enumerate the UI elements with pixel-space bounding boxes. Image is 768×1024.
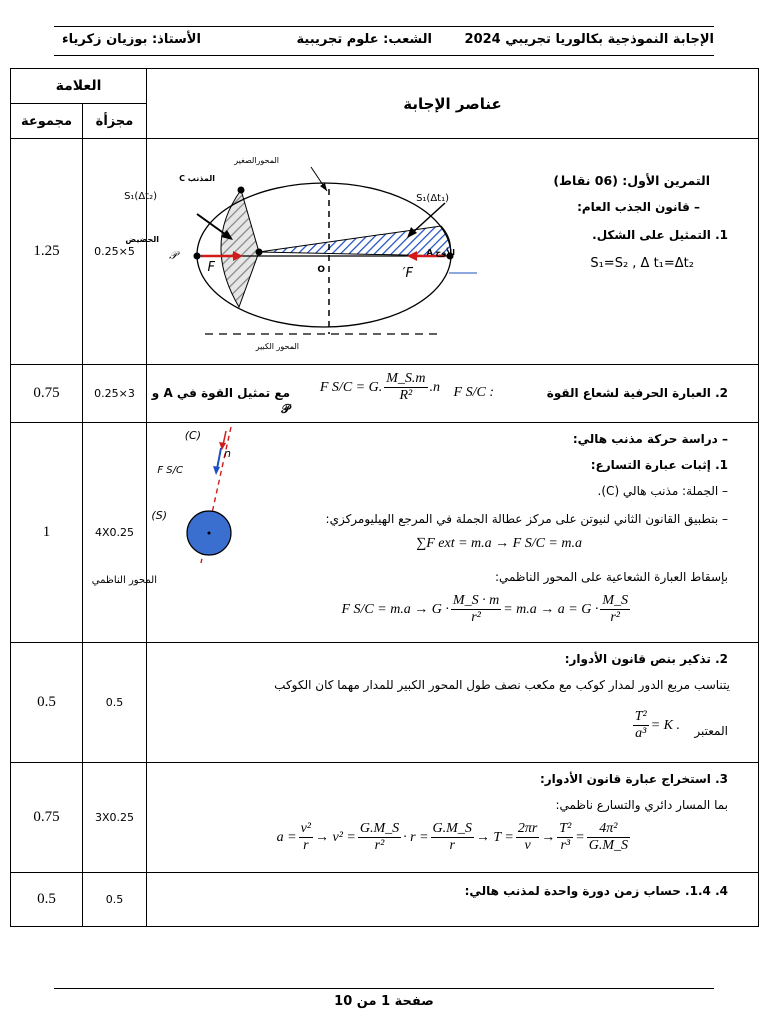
area-dt1 [259,226,451,256]
total-header: مجموعة [11,104,83,139]
circular-path-note: بما المسار دائري والتسارع ناظمي: [555,798,728,812]
point-perihelion [194,253,201,260]
row6-content [147,873,759,927]
table-row [11,873,759,927]
kepler-law-text: يتناسب مربع الدور لمدار كوكب مع مكعب نصف طول المحور الكبير للمدار مهما كان الكوكب [274,678,730,692]
table-row [11,763,759,873]
row5-content [147,763,759,873]
row4-total: 0.5 [11,643,83,763]
q2-force-expression: 2. العبارة الحرفية لشعاع القوة [546,386,728,400]
row4-content [147,643,759,763]
acceleration-equation: F S/C = m.a → G · $\frac{M\_S \cdot m}{\text{r²}}$ = m.a → a = G · $\frac{M\_S}{\text{r²}}$ [341,593,628,626]
minor-axis-label: المحورالصغير [234,156,279,165]
center-label: O [317,265,325,275]
force-formula: F S/C = G. $\frac{M\_S.m}{\text{R²}}$ .n [319,371,440,404]
footer-divider [54,988,714,989]
system-definition: – الجملة: مذنب هالي (C). [597,484,728,498]
force-vector-label: F S/C : [453,385,494,400]
perihelion-label: الحضيض [125,235,159,244]
table-row [11,139,759,365]
page-number: صفحة 1 من 10 [334,994,434,1009]
row2-content [147,365,759,423]
newton-second-law: – بتطبيق القانون الثاني لنيوتن على مركز عطالة الجملة في المرجع الهيليومركزي: [325,512,728,526]
comet-c-label: (C) [184,429,201,442]
aphelion-label: الأوج A [426,248,455,257]
kepler-law-recall: 2. تذكير بنص قانون الأدوار: [564,652,728,666]
force-representation-note: مع تمثيل القوة في A و 𝒫 [151,386,290,417]
halley-period-calc: 4. 1.4. حساب زمن دورة واحدة لمذنب هالي: [464,884,728,898]
row5-partial: 3X0.25 [83,763,147,873]
page-header [54,26,714,56]
q1-representation: 1. التمثيل على الشكل. [592,228,728,242]
row1-content [124,139,759,365]
p-symbol: 𝒫 [169,249,177,262]
q1-acceleration-proof: 1. إثبات عبارة التسارع: [590,458,728,472]
area-equality: S₁=S₂ , Δ t₁=Δt₂ [590,256,694,271]
kepler-considered: المعتبر [694,724,728,738]
content-header: عناصر الإجابة [147,69,759,139]
grade-header: العلامة [11,69,147,104]
kepler-derivation: 3. استخراج عبارة قانون الأدوار: [539,772,728,786]
ellipse-orbit-figure [124,139,559,365]
normal-n-label: n [224,447,231,460]
table-row [11,365,759,423]
comet-label: المذنب C [179,174,215,183]
row3-partial: 4X0.25 [83,423,147,643]
force-fsc-label: F S/C [157,465,183,476]
s-dt1-label: S₁(Δt₁) [416,193,449,204]
row1-total: 1.25 [11,139,83,365]
kepler-derivation-equation: a = $\frac{\text{v²}}{r}$ → v² = $\frac{G.M\_S}{\text{r²}}$ · r = $\frac{G.M\_S}{r}$ → T = $\frac{2\pi r}{v}$ → $\frac{\text{T²}}{\text{r³}}$ = $\frac{\text{4π²}}{G.M\_S}$ [276,821,628,854]
halley-motion-study: – دراسة حركة مذنب هالي: [572,432,728,446]
partial-header: مجزأة [83,104,147,139]
projection-text: بإسقاط العبارة الشعاعية على المحور الناظمي: [494,570,728,584]
kepler-formula: $\frac{\text{T²}}{\text{a³}}$ = K . [634,709,680,742]
table-row [11,423,759,643]
gravitation-law: – قانون الجذب العام: [577,200,700,214]
point-c [238,187,245,194]
row3-total: 1 [11,423,83,643]
sun-focus [256,249,263,256]
table-row [11,643,759,763]
area-dt2 [221,190,259,307]
s-dt2-label: S₁(Δt₂) [124,191,157,202]
row6-partial: 0.5 [83,873,147,927]
header-title: الإجابة النموذجية بكالوريا تجريبي 2024 [464,32,714,47]
sun-s-label: (S) [151,509,167,522]
normal-axis-label: المحور الناظمي [91,575,157,586]
newton-equation: ∑F ext = m.a → F S/C = m.a [416,536,582,551]
row5-total: 0.75 [11,763,83,873]
header-stream: الشعب: علوم تجريبية [296,32,432,47]
row1-partial: 5×0.25 [83,139,147,365]
row6-total: 0.5 [11,873,83,927]
force-label: F [207,260,215,275]
row2-total: 0.75 [11,365,83,423]
header-teacher: الأستاذ: بوزيان زكرياء [62,32,201,47]
row2-partial: 3×0.25 [83,365,147,423]
major-axis-label: المحور الكبير [255,342,299,351]
force-prime-label: F′ [402,266,413,281]
exercise-title: التمرين الأول: (06 نقاط) [553,173,710,188]
answer-table [10,68,759,927]
row4-partial: 0.5 [83,643,147,763]
